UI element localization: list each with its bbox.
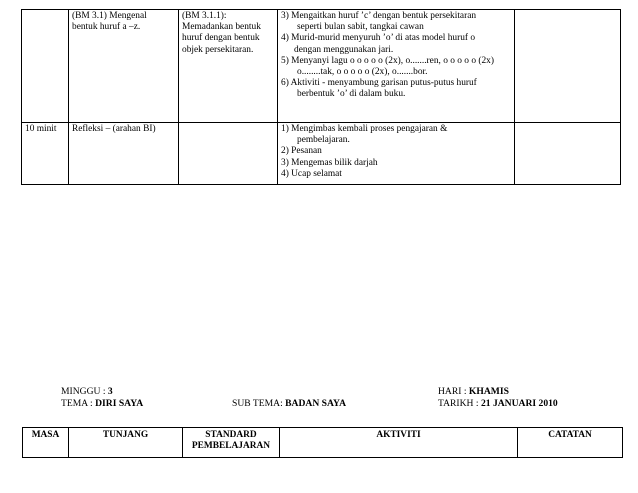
- lesson-plan-table-continued: [21, 9, 621, 185]
- aktiviti-line: 4) Murid-murid menyuruh ’o’ di atas model huruf o: [281, 33, 476, 44]
- subtema-label: SUB TEMA:: [232, 398, 283, 409]
- minggu-line: [61, 386, 113, 397]
- tema-value: DIRI SAYA: [95, 398, 144, 409]
- table-row: [22, 10, 621, 123]
- standard-line: objek persekitaran.: [182, 44, 254, 55]
- lesson-plan-header-table: [22, 427, 623, 458]
- standard-header-line: STANDARD: [205, 430, 257, 440]
- tunjang-cell: Refleksi – (arahan BI): [69, 123, 179, 185]
- catatan-header: CATATAN: [518, 428, 623, 458]
- standard-line: (BM 3.1.1):: [182, 11, 227, 21]
- minggu-value: 3: [107, 386, 113, 397]
- aktiviti-line: o........tak, o o o o o (2x), o.......bor.: [297, 67, 428, 78]
- tema-label: TEMA :: [61, 398, 93, 409]
- catatan-cell: [515, 10, 621, 123]
- table-header-row: [23, 428, 623, 458]
- tunjang-cell: [69, 10, 179, 123]
- table-row: [22, 123, 621, 185]
- aktiviti-line: 2) Pesanan: [281, 146, 322, 157]
- subtema-value: BADAN SAYA: [285, 398, 347, 409]
- tarikh-label: TARIKH :: [438, 398, 479, 409]
- standard-header-line: PEMBELAJARAN: [191, 441, 271, 451]
- aktiviti-line: 1) Mengimbas kembali proses pengajaran &: [281, 124, 448, 134]
- aktiviti-line: seperti bulan sabit, tangkai cawan: [297, 22, 424, 33]
- aktiviti-cell: [278, 10, 515, 123]
- aktiviti-line: 4) Ucap selamat: [281, 168, 342, 179]
- tarikh-value: 21 JANUARI 2010: [480, 398, 558, 409]
- aktiviti-line: 3) Mengaitkan huruf ’c’ dengan bentuk persekitaran: [281, 11, 477, 21]
- hari-value: KHAMIS: [468, 386, 509, 397]
- aktiviti-line: pembelajaran.: [297, 135, 350, 146]
- aktiviti-line: 5) Menyanyi lagu o o o o o (2x), o.......ren, o o o o o (2x): [281, 55, 494, 66]
- masa-header: MASA: [23, 428, 69, 458]
- catatan-cell: [515, 123, 621, 185]
- standard-cell: [179, 123, 278, 185]
- aktiviti-cell: [278, 123, 515, 185]
- hari-label: HARI :: [438, 386, 467, 397]
- standard-line: Memadankan bentuk: [182, 22, 261, 33]
- aktiviti-line: berbentuk ’o’ di dalam buku.: [297, 89, 406, 100]
- tema-line: [61, 398, 143, 409]
- standard-cell: [179, 10, 278, 123]
- minggu-label: MINGGU :: [61, 386, 106, 397]
- tarikh-line: [438, 398, 558, 409]
- aktiviti-line: 6) Aktiviti - menyambung garisan putus-putus huruf: [281, 78, 477, 89]
- aktiviti-header: AKTIVITI: [280, 428, 518, 458]
- tunjang-line: bentuk huruf a –z.: [72, 22, 141, 33]
- standard-line: huruf dengan bentuk: [182, 33, 260, 44]
- subtema-line: [232, 398, 346, 409]
- masa-cell: [22, 10, 69, 123]
- hari-line: [438, 386, 509, 397]
- aktiviti-line: dengan menggunakan jari.: [294, 44, 394, 55]
- standard-header: [183, 428, 280, 458]
- tunjang-header: TUNJANG: [69, 428, 183, 458]
- masa-cell: 10 minit: [22, 123, 69, 185]
- aktiviti-line: 3) Mengemas bilik darjah: [281, 157, 378, 168]
- tunjang-line: (BM 3.1) Mengenal: [72, 11, 147, 21]
